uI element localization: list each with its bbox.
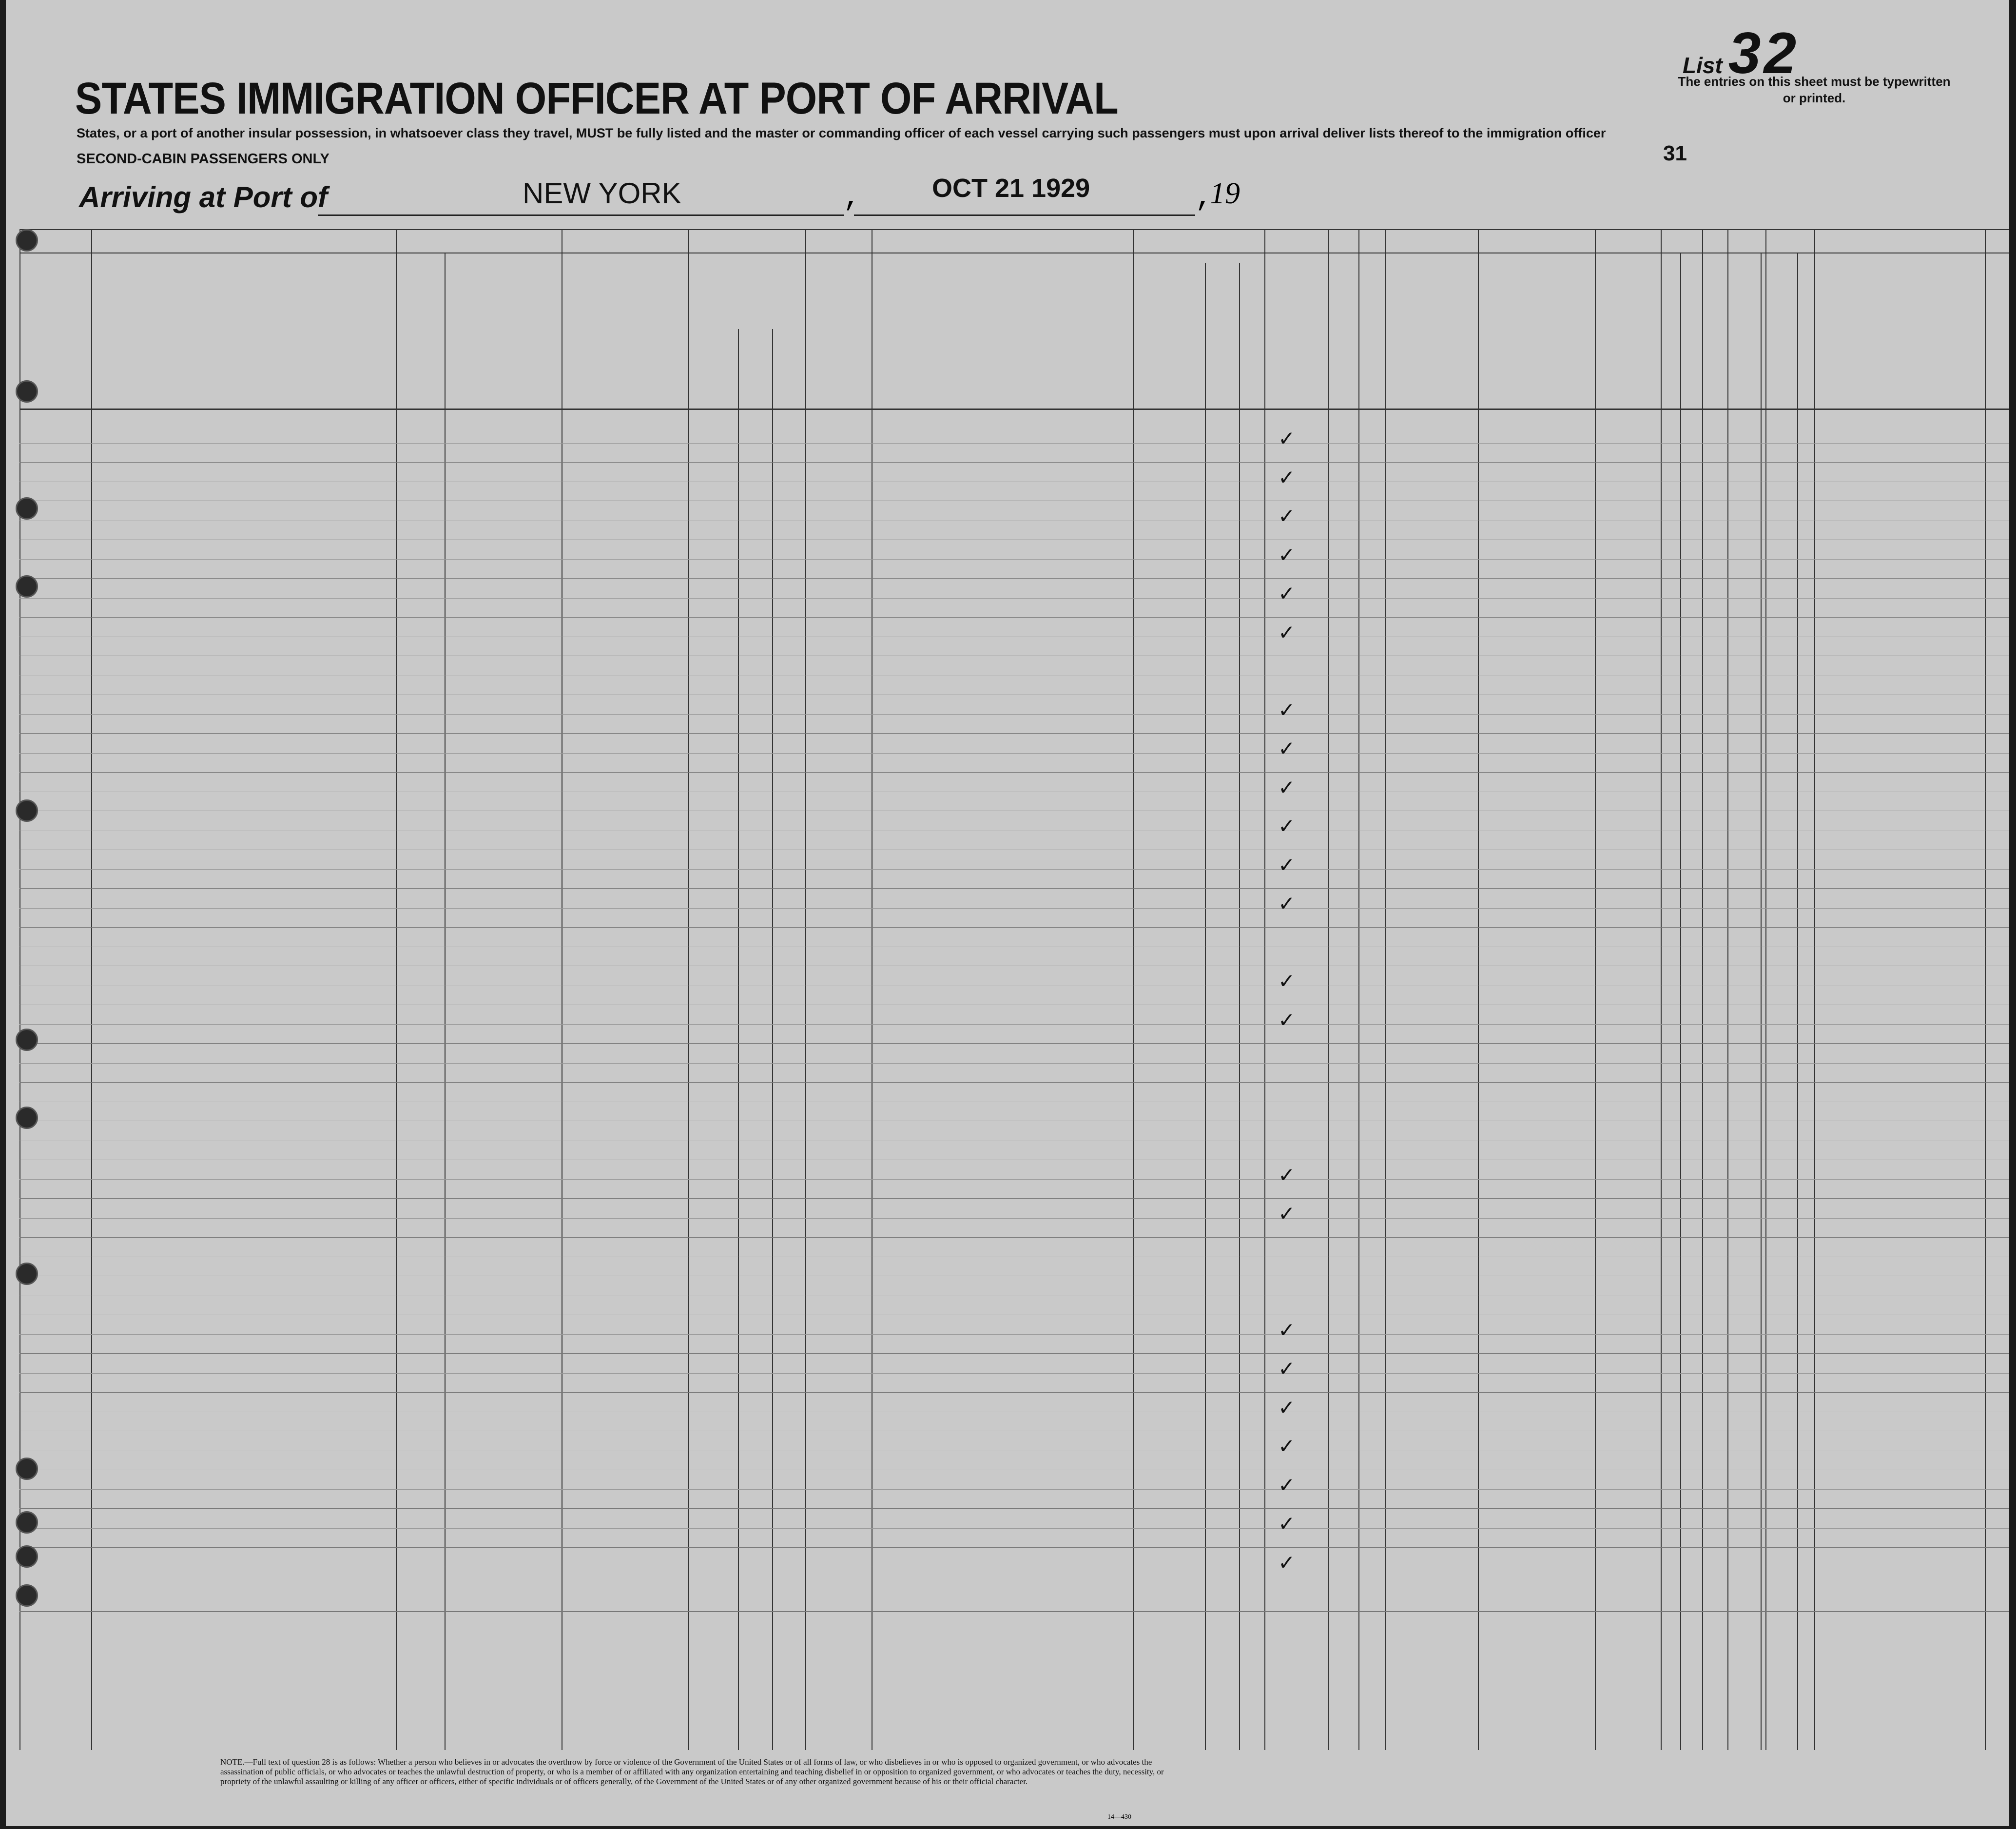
column-header-return [1137, 292, 1176, 405]
subcolumn-line [1797, 253, 1798, 1750]
checkmark: ✓ [1278, 465, 1296, 489]
checkmark: ✓ [1278, 775, 1296, 799]
port-underline [318, 214, 844, 216]
column-line [1478, 229, 1479, 1750]
row-rule [19, 888, 2009, 889]
checkmark: ✓ [1278, 543, 1296, 567]
row-midrule [19, 714, 2009, 715]
checkmark: ✓ [1278, 1008, 1296, 1032]
list-note: The entries on this sheet must be typewritten or printed. [1678, 74, 1951, 105]
checkmark: ✓ [1278, 1318, 1296, 1342]
checkmark: ✓ [1278, 582, 1296, 605]
row-rule [19, 1198, 2009, 1199]
sheet-number: 31 [1663, 141, 1687, 165]
row-midrule [19, 1179, 2009, 1180]
list-number: 32 [1728, 20, 1800, 86]
row-rule [19, 927, 2009, 928]
form-number: 14—430 [1107, 1813, 1131, 1821]
checkmark: ✓ [1278, 698, 1296, 722]
subcolumn-line [1761, 253, 1762, 1750]
row-rule [19, 1043, 2009, 1044]
binding-hole [16, 1107, 38, 1129]
row-midrule [19, 598, 2009, 599]
cabin-class: SECOND-CABIN PASSENGERS ONLY [77, 151, 330, 167]
row-rule [19, 617, 2009, 618]
column-header-anarchist [1332, 292, 1351, 405]
row-rule [19, 1547, 2009, 1548]
row-rule [19, 1082, 2009, 1083]
column-header-length [1215, 292, 1237, 405]
binding-hole [16, 1511, 38, 1534]
port-name: NEW YORK [523, 177, 681, 210]
date-underline [854, 214, 1195, 216]
year-prefix: 19 [1210, 177, 1240, 210]
row-rule [19, 1353, 2009, 1354]
subcolumn-line [445, 253, 446, 1750]
column-line [688, 229, 689, 1750]
row-rule [19, 1611, 2009, 1612]
checkmark: ✓ [1278, 737, 1296, 760]
row-midrule [19, 559, 2009, 560]
list-label: List [1683, 53, 1723, 78]
row-rule [19, 1237, 2009, 1238]
date-stamp: OCT 21 1929 [932, 174, 1090, 203]
checkmark: ✓ [1278, 1395, 1296, 1420]
column-line [1702, 229, 1703, 1750]
row-midrule [19, 1063, 2009, 1064]
row-rule [19, 578, 2009, 579]
checkmark: ✓ [1278, 1202, 1296, 1226]
column-header-prison [1268, 292, 1290, 405]
binding-hole [16, 799, 38, 822]
subcolumn-line [1205, 263, 1206, 1750]
column-line [1985, 229, 1986, 1750]
manifest-table [6, 229, 2009, 1770]
checkmark: ✓ [1278, 1512, 1296, 1536]
checkmark: ✓ [1278, 969, 1296, 993]
checkmark: ✓ [1278, 1357, 1296, 1381]
page-title: STATES IMMIGRATION OFFICER AT PORT OF ARRIVAL [75, 74, 1118, 123]
subcolumn-line [1239, 263, 1240, 1750]
header-bottom-rule [19, 409, 2009, 410]
checkmark: ✓ [1278, 1550, 1296, 1575]
row-rule [19, 462, 2009, 463]
column-line [1328, 229, 1329, 1750]
column-line [1385, 229, 1386, 1750]
column-line [91, 229, 92, 1750]
row-midrule [19, 1528, 2009, 1529]
column-line [1358, 229, 1359, 1750]
column-line [1264, 229, 1265, 1750]
subcolumn-line [738, 329, 739, 1750]
binding-hole [16, 1584, 38, 1607]
manifest-sheet: STATES IMMIGRATION OFFICER AT PORT OF ARRIVAL States, or a port of another insular possession, in whatsoever class they travel, MUST be fully listed and the master or commanding officer of each vessel carrying such passengers must upon arrival deliver lists thereof to the immigration officer SECOND-CABIN PASSENGERS ONLY List 32 The entries on this sheet must be typewritten or printed. 31 Arriving at Port of NEW YORK , OCT 21 1929 , 19 ✓ ✓ ✓ ✓ ✓ ✓ ✓ ✓ ✓ ✓ ✓ ✓ ✓ ✓ ✓ ✓ ✓ ✓ ✓ ✓ ✓ ✓ ✓ NOTE.—Full text of question 28 is as follows: Whether a person who believes in or advocates the overthrow by force or violence of the Government of the United States or of all forms of law, or who disbelieves in or who is opposed to organized government, or who advocates the assassination of public officials, or who advocates or teaches the unlawful destruction of property, or who is a member of or affiliated with any organization entertaining and teaching disbelief in or opposition to organized government, or who advocates or teaches the duty, necessity, or propriety of the unlawful assaulting or killing of any officer or officers, either of specific individuals or of officers generally, of the Government of the United States or of any other organized government because of his or their official character. 14—430 [6, 0, 2009, 1826]
checkmark: ✓ [1278, 620, 1296, 644]
column-line [1727, 229, 1728, 1750]
binding-hole [16, 497, 38, 520]
checkmark: ✓ [1278, 892, 1296, 915]
checkmark: ✓ [1278, 853, 1296, 877]
column-header-polygamist [1298, 292, 1317, 405]
binding-hole [16, 1029, 38, 1051]
checkmark: ✓ [1278, 427, 1296, 450]
column-line [1814, 229, 1815, 1750]
column-line [396, 229, 397, 1750]
subcolumn-line [1680, 253, 1681, 1750]
row-midrule [19, 908, 2009, 909]
column-header-ticket [566, 258, 605, 405]
checkmark: ✓ [1278, 1434, 1296, 1458]
checkmark: ✓ [1278, 1163, 1296, 1187]
binding-hole [16, 575, 38, 598]
row-rule [19, 733, 2009, 734]
checkmark: ✓ [1278, 814, 1296, 838]
column-line [1765, 229, 1766, 1750]
binding-hole [16, 380, 38, 403]
column-line [1661, 229, 1662, 1750]
row-rule [19, 772, 2009, 773]
intro-text: States, or a port of another insular possession, in whatsoever class they travel, MUST be fully listed and the master or commanding officer of each vessel carrying such passengers must upon arrival deliver lists thereof to the immigration officer [77, 126, 1606, 140]
column-header-money [691, 258, 713, 405]
column-line [1133, 229, 1134, 1750]
column-header-overthrow [1366, 292, 1400, 405]
column-header-citizen [1244, 292, 1263, 405]
row-midrule [19, 1489, 2009, 1490]
row-midrule [19, 1334, 2009, 1335]
checkmark: ✓ [1278, 1473, 1296, 1497]
footnote: NOTE.—Full text of question 28 is as follows: Whether a person who believes in or advocates the overthrow by force or violence of the Government of the United States or of all forms of law, or who disbelieves in or who is opposed to organized government, or who advocates the assassination of public officials, or who advocates or teaches the unlawful destruction of property, or who is a member of or affiliated with any organization entertaining and teaching disbelief in or opposition to organized government, or who advocates or teaches the duty, necessity, or propriety of the unlawful assaulting or killing of any officer or officers, either of specific individuals or of officers generally, of the Government of the United States or of any other organized government because of his or their official character. [220, 1757, 1164, 1786]
column-line [805, 229, 806, 1750]
row-midrule [19, 1218, 2009, 1219]
column-header-deported [1468, 292, 1488, 405]
port-label: Arriving at Port of [79, 181, 328, 214]
row-rule [19, 1392, 2009, 1393]
row-midrule [19, 443, 2009, 444]
row-rule [19, 1508, 2009, 1509]
row-midrule [19, 1024, 2009, 1025]
row-midrule [19, 1373, 2009, 1374]
checkmark: ✓ [1278, 504, 1296, 528]
binding-hole [16, 1545, 38, 1568]
header-top-rule [19, 229, 2009, 230]
binding-hole [16, 229, 38, 252]
subcolumn-line [772, 329, 773, 1750]
binding-hole [16, 1458, 38, 1480]
column-header-labor-offer [1419, 292, 1449, 405]
row-midrule [19, 753, 2009, 754]
column-line [1595, 229, 1596, 1750]
binding-hole [16, 1263, 38, 1285]
row-midrule [19, 869, 2009, 870]
